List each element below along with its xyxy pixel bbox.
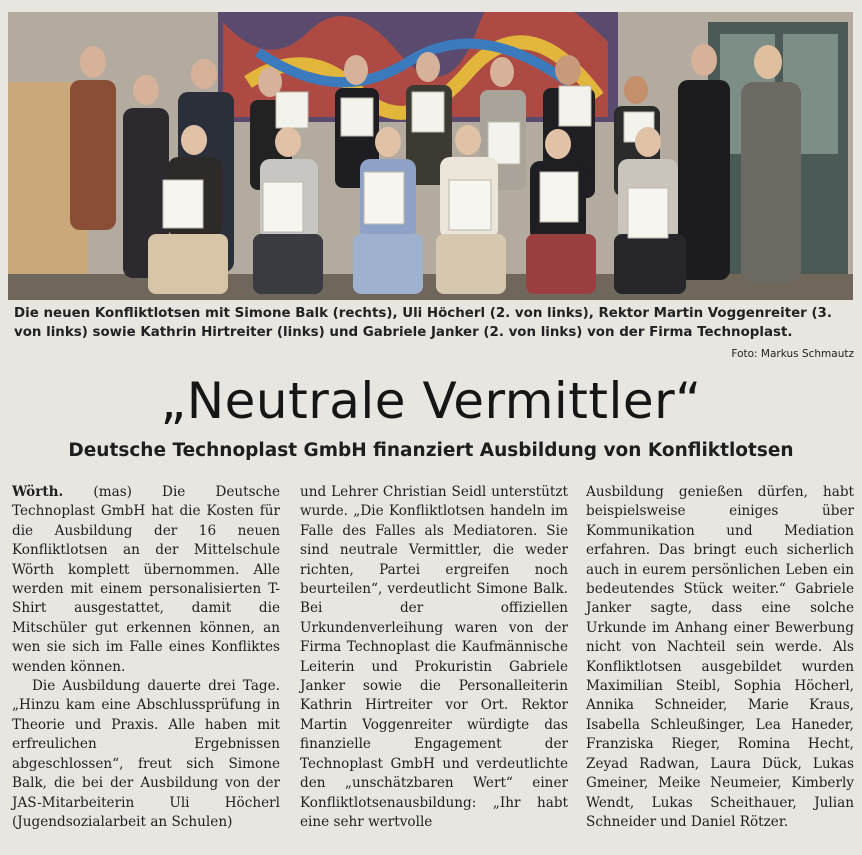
- subheadline: Deutsche Technoplast GmbH finanziert Ausbildung von Konfliktlotsen: [68, 440, 794, 461]
- article-paragraph: Die Ausbildung dauerte drei Tage. „Hinzu kam eine Abschlussprüfung in Theorie und Praxis. Alle haben mit erfreulichen Ergebnissen abgeschlossen“, freut sich Simone Balk, die bei der Ausbildung von der JAS-Mitarbeiterin Uli Höcherl (Jugendsozialarbeit an Schulen): [12, 678, 280, 830]
- article-column-3: [586, 483, 854, 832]
- article-column-1: [12, 483, 280, 832]
- headline: „Neutrale Vermittler“: [160, 372, 702, 430]
- caption-text: Die neuen Konfliktlotsen mit Simone Balk (rechts), Uli Höcherl (2. von links), Rektor Martin Voggenreiter (3. von links) sowie Kathrin Hirtreiter (links) und Gabriele Janker (2. von links) von der Firma Technoplast.: [14, 306, 832, 340]
- article-paragraph: und Lehrer Christian Seidl unterstützt wurde. „Die Konfliktlotsen handeln im Falle des Falles als Mediatoren. Sie sind neutrale Vermittler, die weder richten, Partei ergreifen noch beurteilen“, verdeutlicht Simone Balk. Bei der offiziellen Urkundenverleihung waren von der Firma Technoplast die Kaufmännische Leiterin und Prokuristin Gabriele Janker sowie die Personalleiterin Kathrin Hirtreiter vor Ort. Rektor Martin Voggenreiter würdigte das finanzielle Engagement der Technoplast GmbH und verdeutlichte den „unschätzbaren Wert“ einer Konfliktlotsenausbildung: „Ihr habt eine sehr wertvolle: [300, 484, 568, 830]
- article-column-2: [300, 483, 568, 832]
- paragraph-text: (mas) Die Deutsche Technoplast GmbH hat die Kosten für die Ausbildung der 16 neuen Konfliktlotsen an der Mittelschule Wörth komplett übernommen. Alle werden mit einem personalisierten T-Shirt ausgestattet, damit die Mitschüler gut erkennen können, an wen sie sich im Falle eines Konfliktes wenden können.: [12, 484, 280, 675]
- group-photo-illustration: [8, 12, 853, 300]
- photo-caption: [14, 304, 854, 364]
- dateline: Wörth.: [12, 484, 64, 500]
- article-paragraph: [12, 483, 280, 677]
- group-photo: [8, 12, 853, 300]
- photo-credit: Foto: Markus Schmautz: [731, 348, 854, 360]
- article-paragraph: Ausbildung genießen dürfen, habt beispielsweise einiges über Kommunikation und Mediation erfahren. Das bringt euch sicherlich auch in eurem persönlichen Leben ein bedeutendes Stück weiter.“ Gabriele Janker sagte, dass eine solche Urkunde im Anhang einer Bewerbung nicht von Nachteil sein werde. Als Konfliktlotsen ausgebildet wurden Maximilian Steibl, Sophia Höcherl, Annika Schneider, Marie Kraus, Isabella Schleußinger, Lea Haneder, Franziska Rieger, Romina Hecht, Zeyad Radwan, Laura Dück, Lukas Gmeiner, Meike Neumeier, Kimberly Wendt, Lukas Scheithauer, Julian Schneider und Daniel Rötzer.: [586, 484, 854, 830]
